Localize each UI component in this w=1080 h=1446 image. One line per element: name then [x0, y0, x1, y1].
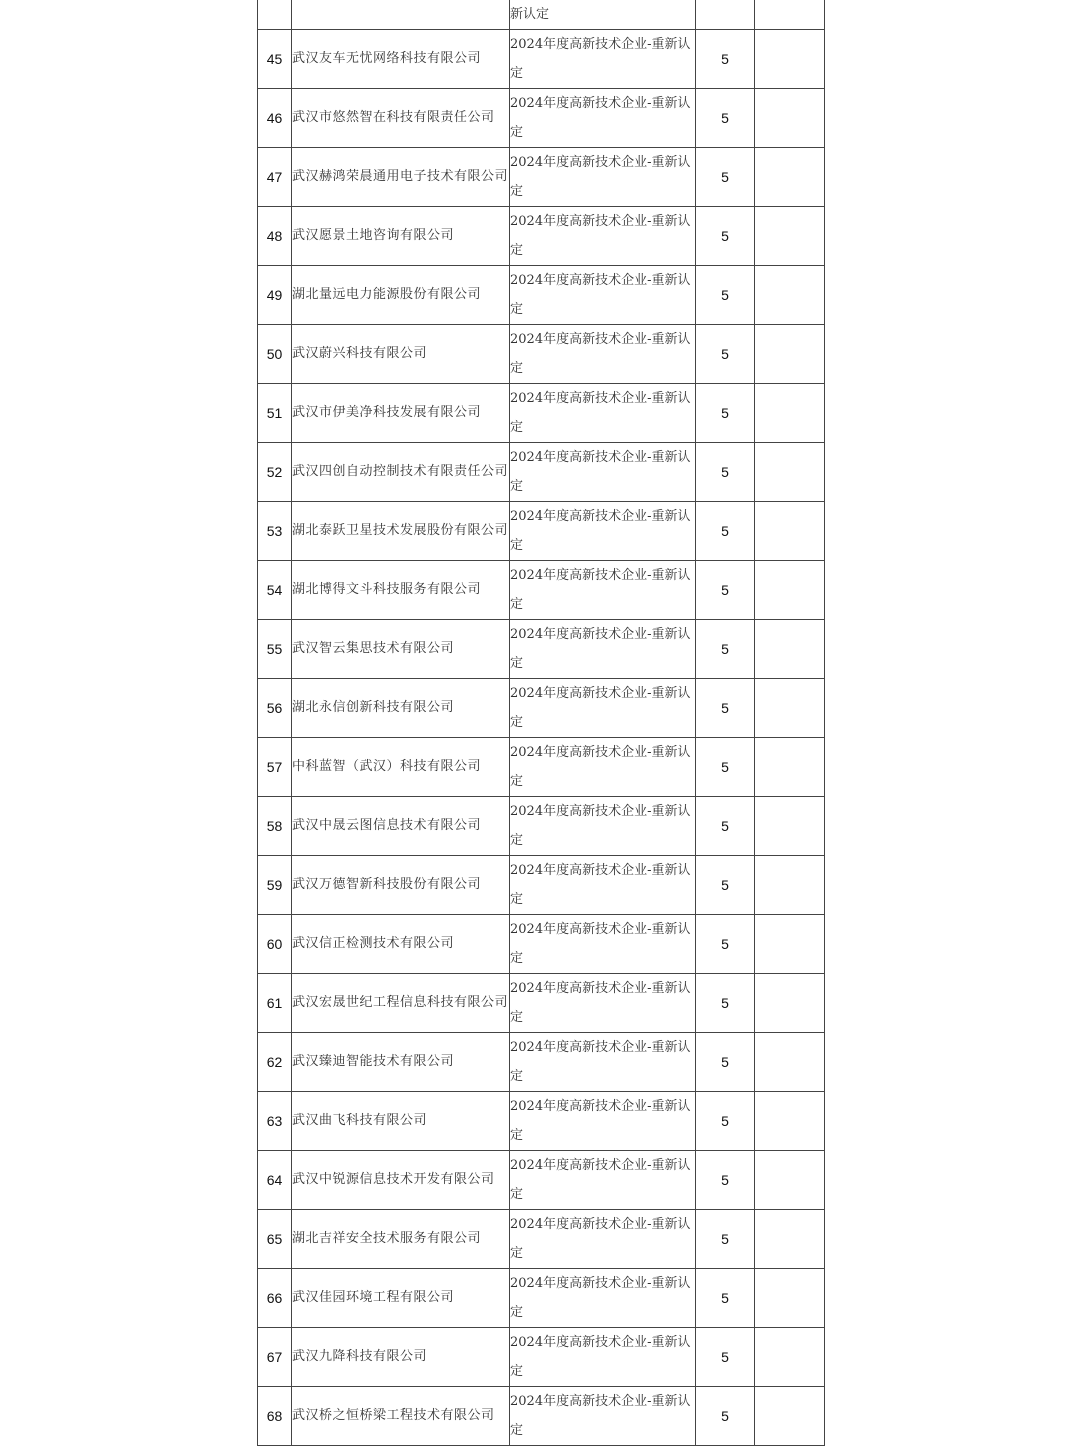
score: 5 — [721, 286, 729, 303]
row-number: 67 — [266, 1348, 283, 1365]
remarks-cell — [755, 678, 825, 737]
company-name-cell — [292, 619, 510, 678]
score: 5 — [721, 640, 729, 657]
score: 5 — [721, 404, 729, 421]
certification-type: 2024年度高新技术企业-重新认定 — [510, 1216, 691, 1261]
company-name-cell — [292, 0, 510, 29]
table-row — [258, 501, 825, 560]
row-number-cell — [258, 1032, 292, 1091]
certification-type-cell — [510, 1327, 696, 1386]
certification-type-cell — [510, 0, 696, 29]
remarks-cell — [755, 324, 825, 383]
row-number: 54 — [266, 581, 283, 598]
company-name: 武汉中晟云图信息技术有限公司 — [292, 818, 482, 834]
certification-type: 2024年度高新技术企业-重新认定 — [510, 980, 691, 1025]
certification-type: 2024年度高新技术企业-重新认定 — [510, 36, 691, 81]
certification-type: 2024年度高新技术企业-重新认定 — [510, 272, 691, 317]
certification-type: 2024年度高新技术企业-重新认定 — [510, 567, 691, 612]
row-number-cell — [258, 206, 292, 265]
score: 5 — [721, 1112, 729, 1129]
row-number-cell — [258, 678, 292, 737]
company-name: 武汉蔚兴科技有限公司 — [292, 346, 428, 362]
company-name: 湖北量远电力能源股份有限公司 — [292, 287, 482, 303]
company-name-cell — [292, 678, 510, 737]
company-name-cell — [292, 560, 510, 619]
company-name: 武汉市伊美净科技发展有限公司 — [292, 405, 482, 421]
table-row — [258, 1091, 825, 1150]
row-number-cell — [258, 1386, 292, 1445]
score-cell — [696, 29, 755, 88]
certification-type-cell — [510, 619, 696, 678]
company-name-cell — [292, 1268, 510, 1327]
score: 5 — [721, 581, 729, 598]
certification-type: 2024年度高新技术企业-重新认定 — [510, 1334, 691, 1379]
table-row — [258, 973, 825, 1032]
row-number-cell — [258, 442, 292, 501]
company-name-cell — [292, 324, 510, 383]
certification-type: 2024年度高新技术企业-重新认定 — [510, 626, 691, 671]
row-number-cell — [258, 796, 292, 855]
row-number: 49 — [266, 286, 283, 303]
table-row — [258, 29, 825, 88]
table-row — [258, 324, 825, 383]
table-row — [258, 206, 825, 265]
score-cell — [696, 678, 755, 737]
score: 5 — [721, 522, 729, 539]
company-name-cell — [292, 973, 510, 1032]
row-number-cell — [258, 147, 292, 206]
certification-type: 2024年度高新技术企业-重新认定 — [510, 154, 691, 199]
score-cell — [696, 1386, 755, 1445]
row-number: 52 — [266, 463, 283, 480]
row-number: 65 — [266, 1230, 283, 1247]
row-number-cell — [258, 0, 292, 29]
score-cell — [696, 914, 755, 973]
row-number-cell — [258, 619, 292, 678]
remarks-cell — [755, 29, 825, 88]
certification-type: 2024年度高新技术企业-重新认定 — [510, 449, 691, 494]
certification-type-cell — [510, 383, 696, 442]
certification-type: 2024年度高新技术企业-重新认定 — [510, 744, 691, 789]
company-name-cell — [292, 737, 510, 796]
score-cell — [696, 324, 755, 383]
company-name-cell — [292, 442, 510, 501]
table-row — [258, 1386, 825, 1445]
remarks-cell — [755, 147, 825, 206]
remarks-cell — [755, 88, 825, 147]
score: 5 — [721, 1407, 729, 1424]
score: 5 — [721, 758, 729, 775]
certification-type-cell — [510, 914, 696, 973]
row-number-cell — [258, 1150, 292, 1209]
company-name: 武汉智云集思技术有限公司 — [292, 641, 455, 657]
row-number: 63 — [266, 1112, 283, 1129]
row-number: 56 — [266, 699, 283, 716]
remarks-cell — [755, 1032, 825, 1091]
row-number: 57 — [266, 758, 283, 775]
remarks-cell — [755, 796, 825, 855]
remarks-cell — [755, 619, 825, 678]
score: 5 — [721, 994, 729, 1011]
row-number: 68 — [266, 1407, 283, 1424]
score: 5 — [721, 935, 729, 952]
certification-type-cell — [510, 147, 696, 206]
remarks-cell — [755, 1209, 825, 1268]
remarks-cell — [755, 1091, 825, 1150]
company-name: 武汉友车无忧网络科技有限公司 — [292, 51, 482, 67]
company-name-cell — [292, 383, 510, 442]
remarks-cell — [755, 560, 825, 619]
company-name: 武汉赫鸿荣晨通用电子技术有限公司 — [292, 169, 509, 185]
score-cell — [696, 1150, 755, 1209]
row-number: 48 — [266, 227, 283, 244]
company-name-cell — [292, 29, 510, 88]
company-name-cell — [292, 501, 510, 560]
company-name-cell — [292, 1327, 510, 1386]
score: 5 — [721, 1289, 729, 1306]
remarks-cell — [755, 383, 825, 442]
row-number-cell — [258, 383, 292, 442]
company-name: 武汉九降科技有限公司 — [292, 1349, 428, 1365]
certification-type: 新认定 — [510, 6, 550, 22]
row-number: 55 — [266, 640, 283, 657]
certification-type: 2024年度高新技术企业-重新认定 — [510, 862, 691, 907]
remarks-cell — [755, 206, 825, 265]
score-cell — [696, 0, 755, 29]
certification-type: 2024年度高新技术企业-重新认定 — [510, 1098, 691, 1143]
row-number: 50 — [266, 345, 283, 362]
certification-type: 2024年度高新技术企业-重新认定 — [510, 1393, 691, 1438]
certification-type: 2024年度高新技术企业-重新认定 — [510, 95, 691, 140]
score: 5 — [721, 1348, 729, 1365]
table-row — [258, 914, 825, 973]
score-cell — [696, 737, 755, 796]
certification-type-cell — [510, 1091, 696, 1150]
score: 5 — [721, 1053, 729, 1070]
company-name-cell — [292, 206, 510, 265]
remarks-cell — [755, 265, 825, 324]
company-name: 中科蓝智（武汉）科技有限公司 — [292, 759, 482, 775]
company-name: 武汉桥之恒桥梁工程技术有限公司 — [292, 1408, 495, 1424]
certification-type: 2024年度高新技术企业-重新认定 — [510, 508, 691, 553]
table-row — [258, 1327, 825, 1386]
company-name-cell — [292, 1150, 510, 1209]
certification-type: 2024年度高新技术企业-重新认定 — [510, 1275, 691, 1320]
row-number-cell — [258, 560, 292, 619]
company-name-cell — [292, 265, 510, 324]
score-cell — [696, 1268, 755, 1327]
company-name: 武汉宏晟世纪工程信息科技有限公司 — [292, 995, 509, 1011]
score-cell — [696, 1091, 755, 1150]
certification-type-cell — [510, 855, 696, 914]
table-row — [258, 855, 825, 914]
row-number: 58 — [266, 817, 283, 834]
company-name: 武汉佳园环境工程有限公司 — [292, 1290, 455, 1306]
score-cell — [696, 796, 755, 855]
certification-type-cell — [510, 265, 696, 324]
score-cell — [696, 501, 755, 560]
row-number-cell — [258, 1268, 292, 1327]
row-number: 45 — [266, 50, 283, 67]
certification-type-cell — [510, 796, 696, 855]
row-number-cell — [258, 1091, 292, 1150]
row-number: 47 — [266, 168, 283, 185]
certification-type-cell — [510, 324, 696, 383]
row-number-cell — [258, 1327, 292, 1386]
table-row — [258, 678, 825, 737]
certification-type: 2024年度高新技术企业-重新认定 — [510, 803, 691, 848]
table-row — [258, 147, 825, 206]
row-number: 53 — [266, 522, 283, 539]
table-row — [258, 383, 825, 442]
score-cell — [696, 383, 755, 442]
row-number: 46 — [266, 109, 283, 126]
table-row — [258, 1032, 825, 1091]
table-row — [258, 1268, 825, 1327]
row-number-cell — [258, 855, 292, 914]
score-cell — [696, 619, 755, 678]
score-cell — [696, 560, 755, 619]
remarks-cell — [755, 914, 825, 973]
score: 5 — [721, 345, 729, 362]
remarks-cell — [755, 855, 825, 914]
score-cell — [696, 1032, 755, 1091]
row-number: 66 — [266, 1289, 283, 1306]
row-number-cell — [258, 973, 292, 1032]
row-number-cell — [258, 88, 292, 147]
certification-type-cell — [510, 1032, 696, 1091]
score-cell — [696, 1327, 755, 1386]
row-number-cell — [258, 324, 292, 383]
table-row — [258, 560, 825, 619]
score-cell — [696, 88, 755, 147]
remarks-cell — [755, 1268, 825, 1327]
row-number-cell — [258, 501, 292, 560]
company-name: 武汉万德智新科技股份有限公司 — [292, 877, 482, 893]
certification-type: 2024年度高新技术企业-重新认定 — [510, 331, 691, 376]
row-number: 51 — [266, 404, 283, 421]
company-name: 武汉中锐源信息技术开发有限公司 — [292, 1172, 495, 1188]
certification-type-cell — [510, 737, 696, 796]
certification-type: 2024年度高新技术企业-重新认定 — [510, 1039, 691, 1084]
certification-type-cell — [510, 442, 696, 501]
company-name: 武汉愿景土地咨询有限公司 — [292, 228, 455, 244]
certification-type-cell — [510, 88, 696, 147]
company-name-cell — [292, 1386, 510, 1445]
table-row — [258, 88, 825, 147]
score: 5 — [721, 1230, 729, 1247]
company-name: 湖北吉祥安全技术服务有限公司 — [292, 1231, 482, 1247]
certification-type: 2024年度高新技术企业-重新认定 — [510, 390, 691, 435]
table-row — [258, 1150, 825, 1209]
score-cell — [696, 206, 755, 265]
table-row — [258, 265, 825, 324]
company-name: 武汉臻迪智能技术有限公司 — [292, 1054, 455, 1070]
row-number-cell — [258, 1209, 292, 1268]
certification-type-cell — [510, 1150, 696, 1209]
row-number-cell — [258, 737, 292, 796]
certification-type-cell — [510, 1386, 696, 1445]
row-number: 62 — [266, 1053, 283, 1070]
row-number: 60 — [266, 935, 283, 952]
remarks-cell — [755, 1150, 825, 1209]
row-number-cell — [258, 29, 292, 88]
enterprise-table-body — [258, 0, 825, 1445]
company-name: 湖北博得文斗科技服务有限公司 — [292, 582, 482, 598]
table-row — [258, 619, 825, 678]
company-name: 湖北永信创新科技有限公司 — [292, 700, 455, 716]
remarks-cell — [755, 737, 825, 796]
enterprise-table — [257, 0, 825, 1446]
company-name: 武汉信正检测技术有限公司 — [292, 936, 455, 952]
row-number: 61 — [266, 994, 283, 1011]
score-cell — [696, 1209, 755, 1268]
company-name-cell — [292, 1091, 510, 1150]
score: 5 — [721, 463, 729, 480]
company-name-cell — [292, 1209, 510, 1268]
remarks-cell — [755, 0, 825, 29]
score: 5 — [721, 168, 729, 185]
score: 5 — [721, 876, 729, 893]
table-row — [258, 1209, 825, 1268]
company-name: 武汉市悠然智在科技有限责任公司 — [292, 110, 495, 126]
score: 5 — [721, 817, 729, 834]
score-cell — [696, 265, 755, 324]
table-row — [258, 737, 825, 796]
remarks-cell — [755, 973, 825, 1032]
remarks-cell — [755, 501, 825, 560]
certification-type-cell — [510, 206, 696, 265]
row-number: 59 — [266, 876, 283, 893]
certification-type-cell — [510, 560, 696, 619]
certification-type-cell — [510, 678, 696, 737]
company-name-cell — [292, 914, 510, 973]
certification-type: 2024年度高新技术企业-重新认定 — [510, 685, 691, 730]
certification-type: 2024年度高新技术企业-重新认定 — [510, 213, 691, 258]
company-name-cell — [292, 1032, 510, 1091]
table-row — [258, 0, 825, 29]
score: 5 — [721, 109, 729, 126]
row-number-cell — [258, 265, 292, 324]
company-name-cell — [292, 796, 510, 855]
table-row — [258, 796, 825, 855]
score-cell — [696, 442, 755, 501]
company-name: 湖北泰跃卫星技术发展股份有限公司 — [292, 523, 509, 539]
row-number: 64 — [266, 1171, 283, 1188]
certification-type-cell — [510, 501, 696, 560]
remarks-cell — [755, 1386, 825, 1445]
company-name: 武汉四创自动控制技术有限责任公司 — [292, 464, 509, 480]
score-cell — [696, 973, 755, 1032]
score-cell — [696, 147, 755, 206]
company-name-cell — [292, 147, 510, 206]
remarks-cell — [755, 1327, 825, 1386]
certification-type-cell — [510, 1209, 696, 1268]
company-name: 武汉曲飞科技有限公司 — [292, 1113, 428, 1129]
score: 5 — [721, 699, 729, 716]
certification-type-cell — [510, 29, 696, 88]
remarks-cell — [755, 442, 825, 501]
certification-type: 2024年度高新技术企业-重新认定 — [510, 1157, 691, 1202]
table-row — [258, 442, 825, 501]
certification-type-cell — [510, 1268, 696, 1327]
score-cell — [696, 855, 755, 914]
certification-type: 2024年度高新技术企业-重新认定 — [510, 921, 691, 966]
company-name-cell — [292, 88, 510, 147]
certification-type-cell — [510, 973, 696, 1032]
score: 5 — [721, 1171, 729, 1188]
row-number-cell — [258, 914, 292, 973]
score: 5 — [721, 50, 729, 67]
score: 5 — [721, 227, 729, 244]
company-name-cell — [292, 855, 510, 914]
